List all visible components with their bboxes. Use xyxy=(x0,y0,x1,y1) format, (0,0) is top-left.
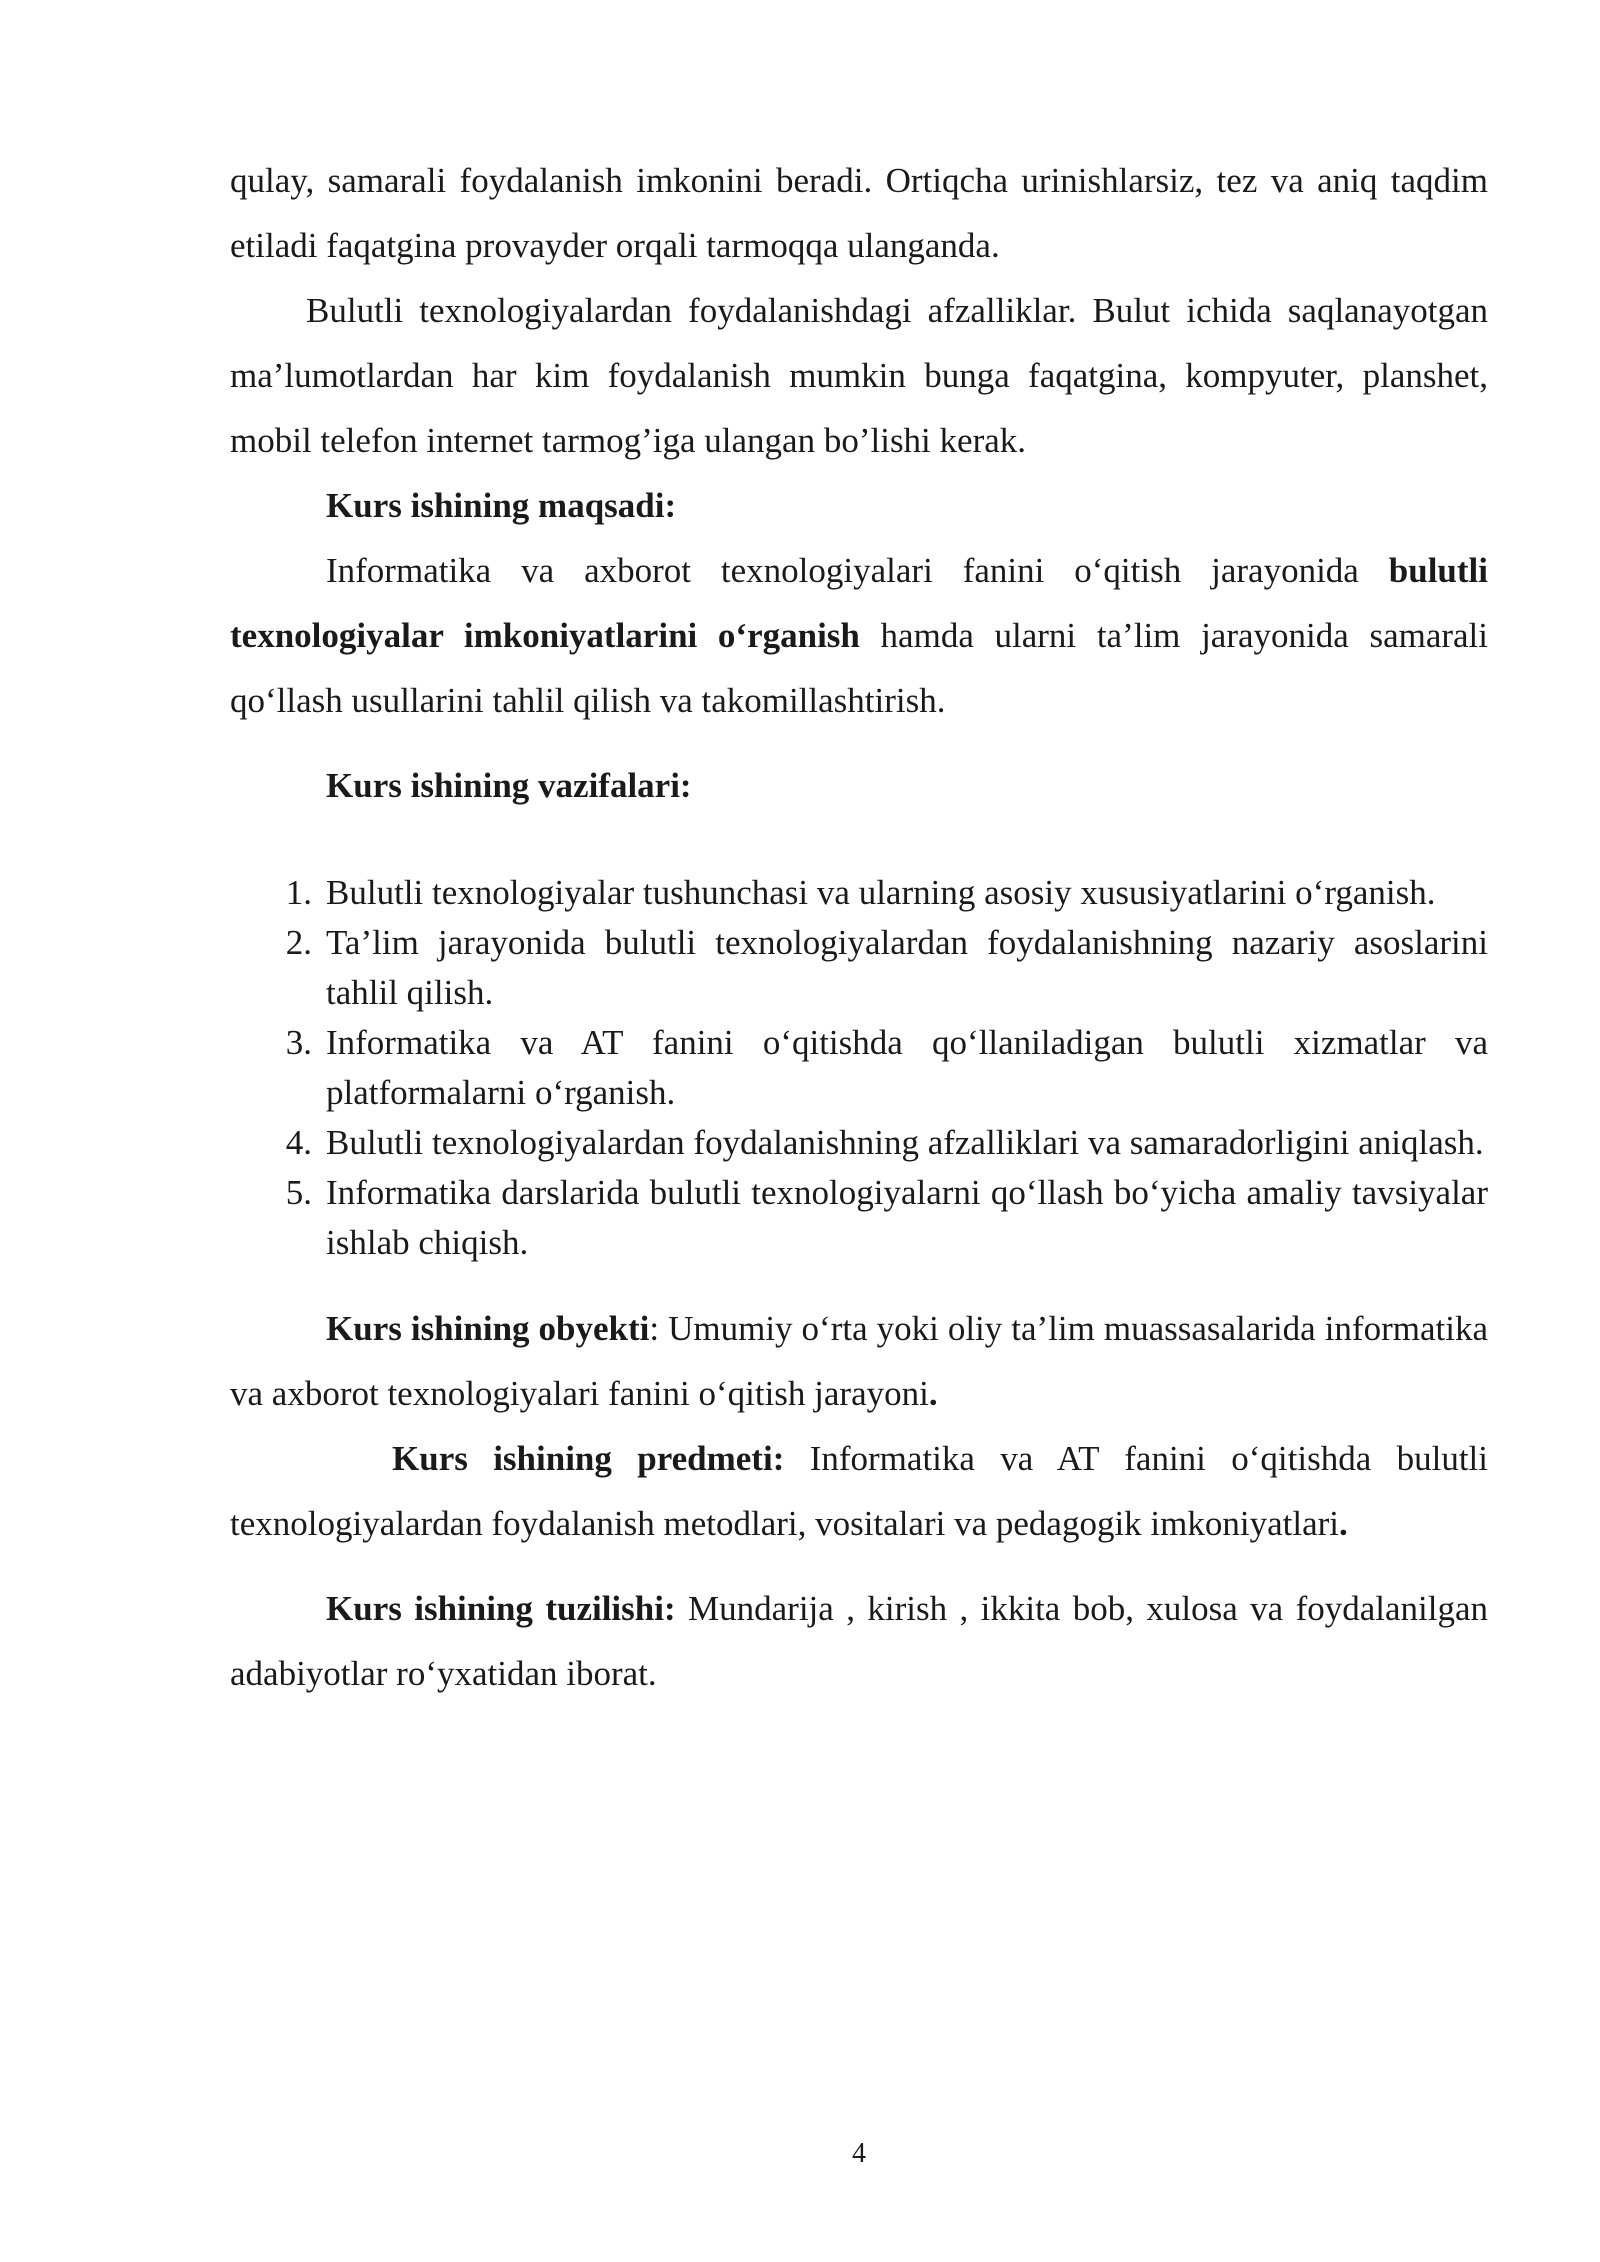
predmet-text: Informatika va AT fanini o‘qitishda bulutli texnologiyalardan foydalanish metodlari, vositalari va pedagogik imkoniyatlari xyxy=(230,1439,1488,1543)
predmet-label: Kurs ishining predmeti: xyxy=(392,1439,785,1478)
list-item xyxy=(230,918,1488,1018)
maqsad-text-end: hamda ularni ta’lim jarayonida samarali qo‘llash usullarini tahlil qilish va takomillashtirish. xyxy=(230,616,1488,720)
list-item-text: Bulutli texnologiyalardan foydalanishning afzalliklari va samaradorligini aniqlash. xyxy=(326,1123,1484,1162)
list-item-text: Informatika va AT fanini o‘qitishda qo‘llaniladigan bulutli xizmatlar va platformalarni o‘rganish. xyxy=(326,1023,1488,1112)
predmet-end: . xyxy=(1339,1504,1348,1543)
list-item xyxy=(230,868,1488,918)
paragraph-obyekt xyxy=(230,1296,1488,1426)
list-item xyxy=(230,1118,1488,1168)
obyekt-label: Kurs ishining obyekti xyxy=(326,1309,650,1348)
paragraph-tuzilishi xyxy=(230,1576,1488,1706)
list-item-text: Bulutli texnologiyalar tushunchasi va ularning asosiy xususiyatlarini o‘rganish. xyxy=(326,873,1436,912)
obyekt-text: Umumiy o‘rta yoki oliy ta’lim muassasalarida informatika va axborot texnologiyalari fanini o‘qitish jarayoni xyxy=(230,1309,1488,1413)
list-item-text: Ta’lim jarayonida bulutli texnologiyalardan foydalanishning nazariy asoslarini tahlil qilish. xyxy=(326,923,1488,1012)
tuzilishi-label: Kurs ishining tuzilishi: xyxy=(326,1589,676,1628)
list-item xyxy=(230,1018,1488,1118)
paragraph-maqsad xyxy=(230,538,1488,733)
obyekt-end: . xyxy=(928,1374,938,1413)
list-item-number: 3. xyxy=(285,1023,312,1062)
heading-vazifalar: Kurs ishining vazifalari: xyxy=(326,766,692,805)
list-item-number: 1. xyxy=(285,873,312,912)
list-item-number: 5. xyxy=(285,1173,312,1212)
paragraph-predmet xyxy=(230,1426,1488,1556)
heading-maqsad: Kurs ishining maqsadi: xyxy=(326,486,677,525)
list-item-number: 2. xyxy=(285,923,312,962)
tasks-list xyxy=(230,868,1488,1268)
list-item xyxy=(230,1168,1488,1268)
maqsad-text-bold: bulutli texnologiyalar imkoniyatlarini o‘rganish xyxy=(230,551,1488,655)
page-number: 4 xyxy=(852,2138,866,2169)
maqsad-text-start: Informatika va axborot texnologiyalari fanini o‘qitish jarayonida xyxy=(326,551,1389,590)
tuzilishi-text: Mundarija , kirish , ikkita bob, xulosa va foydalanilgan adabiyotlar ro‘yxatidan iborat. xyxy=(230,1589,1488,1693)
list-item-text: Informatika darslarida bulutli texnologiyalarni qo‘llash bo‘yicha amaliy tavsiyalar ishlab chiqish. xyxy=(326,1173,1488,1262)
obyekt-colon: : xyxy=(649,1309,660,1348)
paragraph-advantages: Bulutli texnologiyalardan foydalanishdagi afzalliklar. Bulut ichida saqlanayotgan ma’lumotlardan har kim foydalanish mumkin bunga faqatgina, kompyuter, planshet, mobil telefon internet tarmog’iga ulangan bo’lishi kerak. xyxy=(230,291,1488,460)
paragraph-intro: qulay, samarali foydalanish imkonini beradi. Ortiqcha urinishlarsiz, tez va aniq taqdim etiladi faqatgina provayder orqali tarmoqqa ulanganda. xyxy=(230,161,1488,265)
list-item-number: 4. xyxy=(285,1123,312,1162)
document-page xyxy=(230,148,1488,1706)
